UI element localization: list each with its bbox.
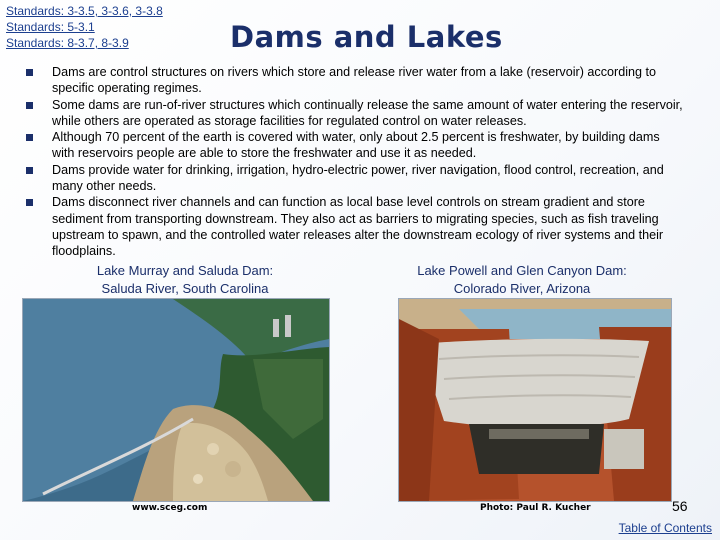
caption-lake-powell [392,262,652,298]
bullet-text: Some dams are run-of-river structures which continually release the same amount of water entering the reservoir, while others are operated as storage facilities for regulated control on water releases. [52,97,683,128]
bullet-item [24,129,684,162]
caption-line: Saluda River, South Carolina [101,281,269,296]
bullet-item [24,162,684,195]
bullet-text: Dams provide water for drinking, irrigation, hydro-electric power, river navigation, flood control, recreation, and many other needs. [52,162,664,194]
aerial-lake-image [23,299,329,501]
bullet-list [24,64,684,260]
standards-link-grade-8[interactable]: Standards: 8-3.7, 8-3.9 [6,36,129,50]
square-bullet-icon [26,102,33,109]
table-of-contents-link[interactable]: Table of Contents [618,521,712,535]
caption-line: Colorado River, Arizona [453,281,591,296]
dam-canyon-image [399,299,671,501]
bullet-item [24,97,684,130]
standards-list [6,3,163,51]
square-bullet-icon [26,134,33,141]
photo-lake-murray [22,298,330,502]
caption-lake-murray [60,262,310,298]
photo-glen-canyon-dam [398,298,672,502]
square-bullet-icon [26,199,33,206]
photo-credit-kucher: Photo: Paul R. Kucher [480,503,591,513]
page-number: 56 [672,498,688,514]
standards-link-grade-5[interactable]: Standards: 5-3.1 [6,20,95,34]
bullet-item [24,64,684,97]
square-bullet-icon [26,167,33,174]
bullet-text: Dams are control structures on rivers which store and release river water from a lake (reservoir) according to specific operating regimes. [52,65,657,96]
standards-link-grade-3[interactable]: Standards: 3-3.5, 3-3.6, 3-3.8 [6,4,163,18]
caption-line: Lake Murray and Saluda Dam: [96,263,274,278]
caption-line: Lake Powell and Glen Canyon Dam: [417,263,627,278]
bullet-text: Dams disconnect river channels and can function as local base level controls on stream gradient and store sediment from transporting downstream. They also act as barriers to migrating species, such as fish traveling upstream to spawn, and the controlled water releases alter the downstream ecology of river systems and their floodplains. [52,195,664,259]
square-bullet-icon [26,69,33,76]
slide-title: Dams and Lakes [230,20,503,54]
bullet-text: Although 70 percent of the earth is covered with water, only about 2.5 percent is freshwater, by building dams with reservoirs people are able to store the freshwater and use it as needed. [52,130,660,161]
bullet-item [24,194,684,259]
photo-credit-sceg: www.sceg.com [132,503,208,513]
